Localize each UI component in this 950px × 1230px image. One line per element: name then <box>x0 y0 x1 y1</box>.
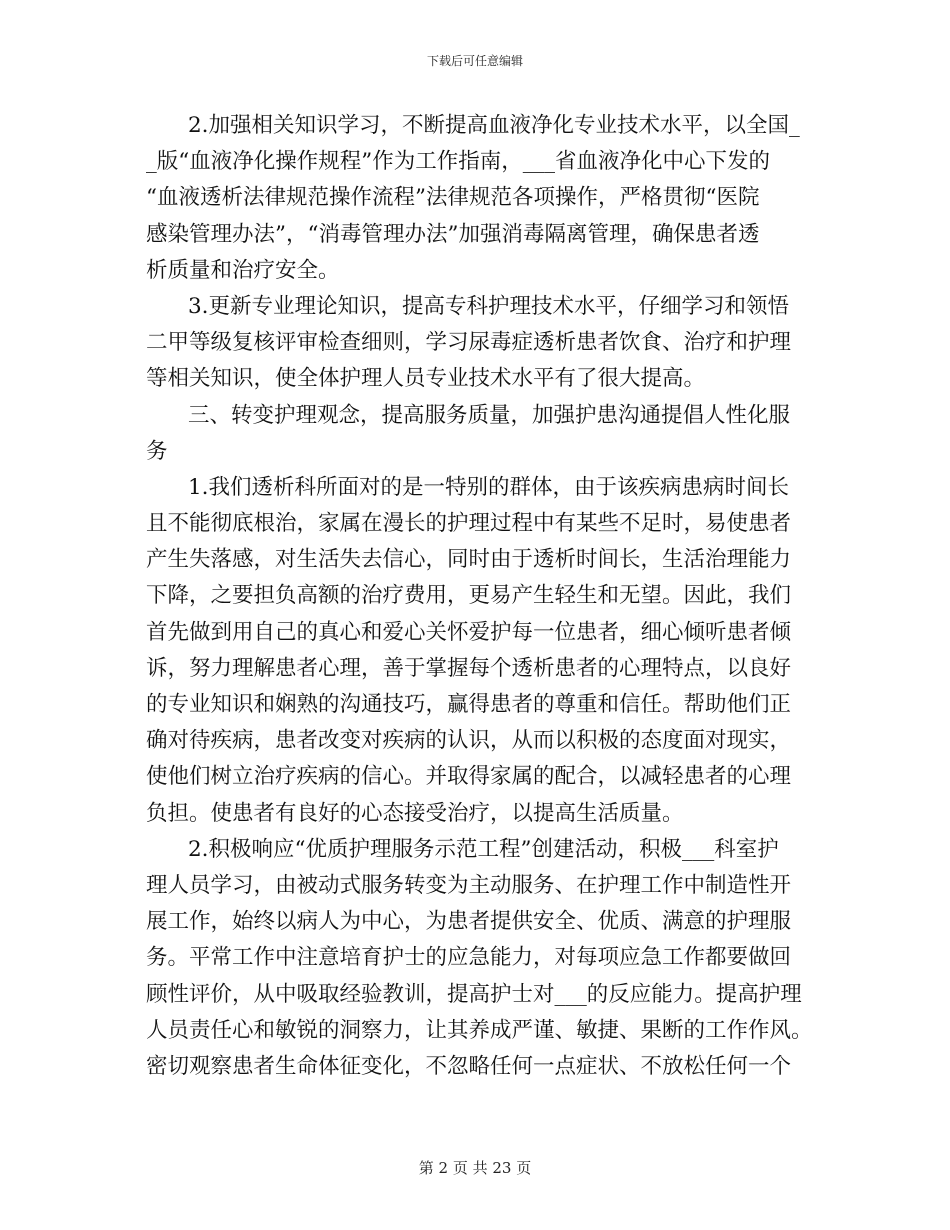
paragraph-line: 首先做到用自己的真心和爱心关怀爱护每一位患者，细心倾听患者倾 <box>146 619 792 645</box>
paragraph-line: 感染管理办法”，“消毒管理办法”加强消毒隔离管理，确保患者透 <box>146 221 760 247</box>
paragraph-line: 密切观察患者生命体征变化，不忽略任何一点症状、不放松任何一个 <box>146 1053 792 1079</box>
paragraph-line: 顾性评价，从中吸取经验教训，提高护士对___的反应能力。提高护理 <box>146 981 802 1007</box>
paragraph-line: 负担。使患者有良好的心态接受治疗，以提高生活质量。 <box>146 800 684 826</box>
paragraph-line: 二甲等级复核评审检查细则，学习尿毒症透析患者饮食、治疗和护理 <box>146 330 792 356</box>
page-footer: 第 2 页 共 23 页 <box>418 1159 532 1177</box>
section-heading-line: 务 <box>146 438 168 464</box>
paragraph-line: 确对待疾病，患者改变对疾病的认识，从而以积极的态度面对现实， <box>146 728 792 754</box>
paragraph-line: 人员责任心和敏锐的洞察力，让其养成严谨、敏捷、果断的工作作风。 <box>146 1017 813 1043</box>
document-body <box>146 108 816 1085</box>
paragraph-line: 使他们树立治疗疾病的信心。并取得家属的配合，以减轻患者的心理 <box>146 764 792 790</box>
paragraph-line: 1.我们透析科所面对的是一特别的群体，由于该疾病患病时间长 <box>188 474 790 500</box>
paragraph-line: 诉，努力理解患者心理，善于掌握每个透析患者的心理特点，以良好 <box>146 655 792 681</box>
paragraph-line: 展工作，始终以病人为中心，为患者提供安全、优质、满意的护理服 <box>146 909 792 935</box>
section-heading-line: 三、转变护理观念，提高服务质量，加强护患沟通提倡人性化服 <box>188 402 791 428</box>
paragraph-line: “血液透析法律规范操作流程”法律规范各项操作，严格贯彻“医院 <box>146 185 760 211</box>
page-header: 下载后可任意编辑 <box>426 54 523 68</box>
paragraph-line: _版“血液净化操作规程”作为工作指南，___省血液净化中心下发的 <box>146 149 770 175</box>
paragraph-line: 产生失落感，对生活失去信心，同时由于透析时间长，生活治理能力 <box>146 547 792 573</box>
paragraph-line: 等相关知识，使全体护理人员专业技术水平有了很大提高。 <box>146 366 706 392</box>
paragraph-line: 2.加强相关知识学习，不断提高血液净化专业技术水平，以全国_ <box>188 113 800 138</box>
paragraph-line: 的专业知识和娴熟的沟通技巧，赢得患者的尊重和信任。帮助他们正 <box>146 692 792 717</box>
paragraph-line: 下降，之要担负高额的治疗费用，更易产生轻生和无望。因此，我们 <box>146 583 792 609</box>
paragraph-line: 且不能彻底根治，家属在漫长的护理过程中有某些不足时，易使患者 <box>146 511 792 537</box>
paragraph-line: 析质量和治疗安全。 <box>146 257 340 283</box>
paragraph-line: 2.积极响应“优质护理服务示范工程”创建活动，积极___科室护 <box>188 836 779 862</box>
paragraph-line: 3.更新专业理论知识，提高专科护理技术水平，仔细学习和领悟 <box>188 293 790 319</box>
paragraph-line: 理人员学习，由被动式服务转变为主动服务、在护理工作中制造性开 <box>146 872 792 898</box>
paragraph-line: 务。平常工作中注意培育护士的应急能力，对每项应急工作都要做回 <box>146 945 792 971</box>
